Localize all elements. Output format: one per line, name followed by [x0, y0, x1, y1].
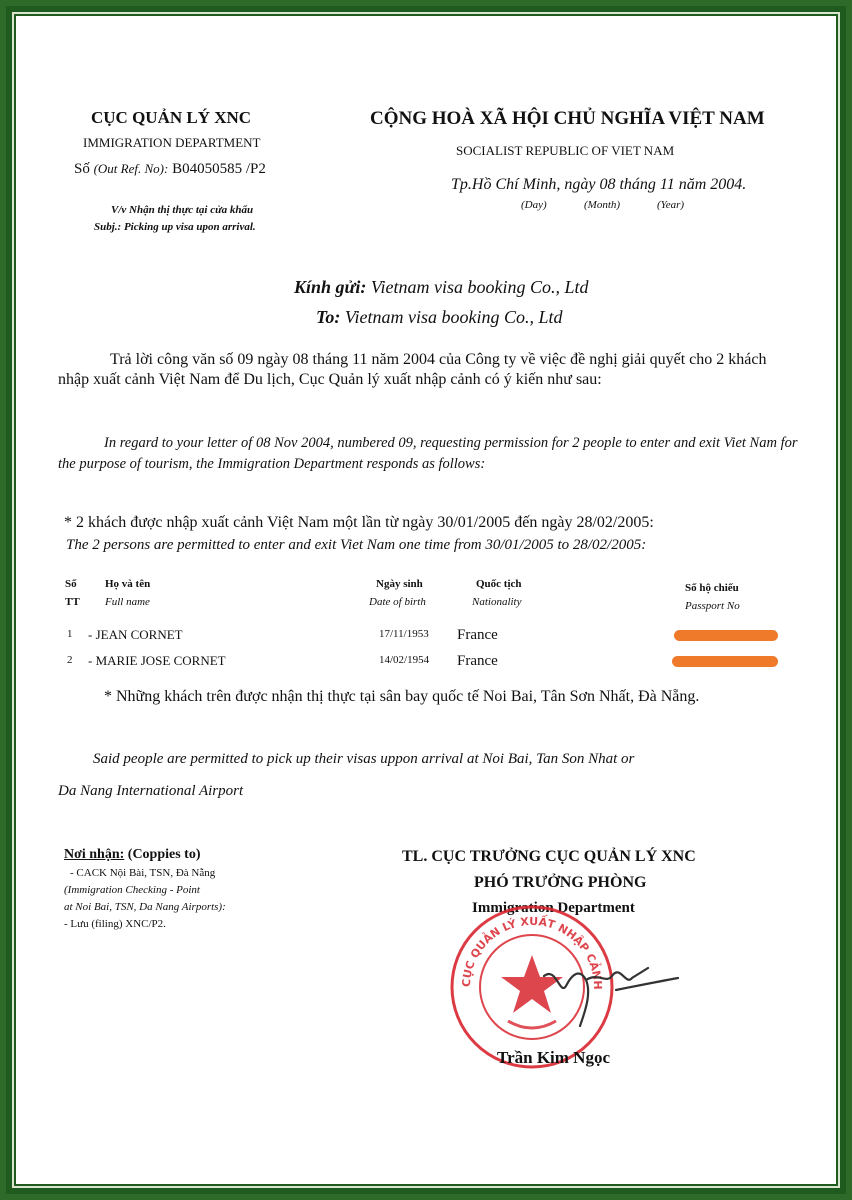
- copies-line-1: - CACK Nội Bài, TSN, Đà Nẵng: [70, 867, 216, 879]
- reply-paragraph-en: In regard to your letter of 08 Nov 2004, numbered 09, requesting permission for 2 people to enter and exit Viet Nam for the purpose of tourism, the Immigration Department responds as follows:: [58, 435, 798, 472]
- col-name-vn: Họ và tên: [105, 578, 151, 590]
- ref-line: [74, 161, 266, 178]
- copies-label-en: (Coppies to): [127, 847, 201, 862]
- ref-label-en: (Out Ref. No):: [93, 161, 169, 176]
- ref-label-vn: Số: [74, 161, 90, 177]
- copies-line-2: (Immigration Checking - Point: [64, 884, 200, 896]
- col-no-en: TT: [65, 596, 80, 608]
- recipient-name-vn: Vietnam visa booking Co., Ltd: [370, 277, 589, 297]
- col-nat-en: Nationality: [472, 596, 522, 608]
- document-page: [16, 16, 836, 1184]
- row-1-name: - JEAN CORNET: [88, 627, 183, 642]
- col-dob-en: Date of birth: [369, 596, 426, 608]
- copies-line-4: - Lưu (filing) XNC/P2.: [64, 918, 166, 930]
- date-month-label: (Month): [584, 199, 621, 211]
- subject-en: Subj.: Picking up visa upon arrival.: [94, 221, 256, 233]
- subject-vn: V/v Nhận thị thực tại cửa khẩu: [111, 204, 254, 216]
- row-1-passport-redacted: [674, 630, 778, 641]
- pickup-line-en-2: Da Nang International Airport: [58, 783, 244, 799]
- stamp-arc-text: CỤC QUẢN LÝ XUẤT NHẬP CẢNH: [459, 914, 605, 990]
- country-name-en: SOCIALIST REPUBLIC OF VIET NAM: [456, 143, 675, 158]
- row-2-name: - MARIE JOSE CORNET: [88, 653, 226, 668]
- col-name-en: Full name: [105, 596, 150, 608]
- col-passport-vn: Số hộ chiếu: [685, 582, 739, 594]
- col-passport-en: Passport No: [685, 600, 740, 612]
- reply-paragraph-vn: Trả lời công văn số 09 ngày 08 tháng 11 năm 2004 của Công ty về việc đề nghị giải quyết cho 2 khách nhập xuất cảnh Việt Nam để Du lịch, Cục Quản lý xuất nhập cảnh có ý kiến như sau:: [58, 351, 767, 388]
- permit-line-vn: * 2 khách được nhập xuất cảnh Việt Nam một lần từ ngày 30/01/2005 đến ngày 28/02/2005:: [64, 514, 654, 531]
- date-year-label: (Year): [657, 199, 685, 211]
- recipient-label-vn: Kính gửi:: [294, 277, 367, 297]
- col-nat-vn: Quốc tịch: [476, 578, 522, 590]
- country-name-vn: CỘNG HOÀ XÃ HỘI CHỦ NGHĨA VIỆT NAM: [370, 108, 765, 129]
- recipient-name-en: Vietnam visa booking Co., Ltd: [344, 307, 563, 327]
- recipient-vn: [294, 277, 588, 298]
- signature-title-1: TL. CỤC TRƯỞNG CỤC QUẢN LÝ XNC: [402, 848, 696, 865]
- col-no-vn: Số: [65, 578, 77, 590]
- ref-value: B04050585 /P2: [172, 161, 266, 177]
- signature-title-3: Immigration Department: [472, 900, 635, 916]
- signer-name: Trần Kim Ngọc: [497, 1048, 611, 1067]
- row-2-passport-redacted: [672, 656, 778, 667]
- dept-name-en: IMMIGRATION DEPARTMENT: [83, 135, 261, 150]
- pickup-line-en-1: Said people are permitted to pick up their visas uppon arrival at Noi Bai, Tan Son Nhat or: [93, 751, 635, 767]
- date-line: Tp.Hồ Chí Minh, ngày 08 tháng 11 năm 2004.: [451, 176, 747, 193]
- copies-line-3: at Noi Bai, TSN, Da Nang Airports):: [64, 901, 226, 913]
- copies-heading: [64, 847, 201, 863]
- row-2-nationality: France: [457, 653, 498, 669]
- date-day-label: (Day): [521, 199, 547, 211]
- row-1-no: 1: [67, 628, 73, 640]
- row-2-dob: 14/02/1954: [379, 654, 430, 666]
- copies-label: Nơi nhận:: [64, 847, 125, 862]
- signature-title-2: PHÓ TRƯỞNG PHÒNG: [474, 874, 647, 891]
- col-dob-vn: Ngày sinh: [376, 578, 423, 590]
- row-1-nationality: France: [457, 627, 498, 643]
- recipient-label-en: To:: [316, 307, 341, 327]
- row-1-dob: 17/11/1953: [379, 628, 429, 640]
- pickup-paragraph-vn: * Những khách trên được nhận thị thực tại sân bay quốc tế Noi Bai, Tân Sơn Nhất, Đà Nẵng.: [104, 688, 700, 705]
- handwritten-signature: [536, 956, 686, 1036]
- row-2-no: 2: [67, 654, 73, 666]
- dept-name-vn: CỤC QUẢN LÝ XNC: [91, 108, 252, 127]
- permit-line-en: The 2 persons are permitted to enter and exit Viet Nam one time from 30/01/2005 to 28/02/2005:: [66, 537, 647, 553]
- recipient-en: [316, 307, 563, 328]
